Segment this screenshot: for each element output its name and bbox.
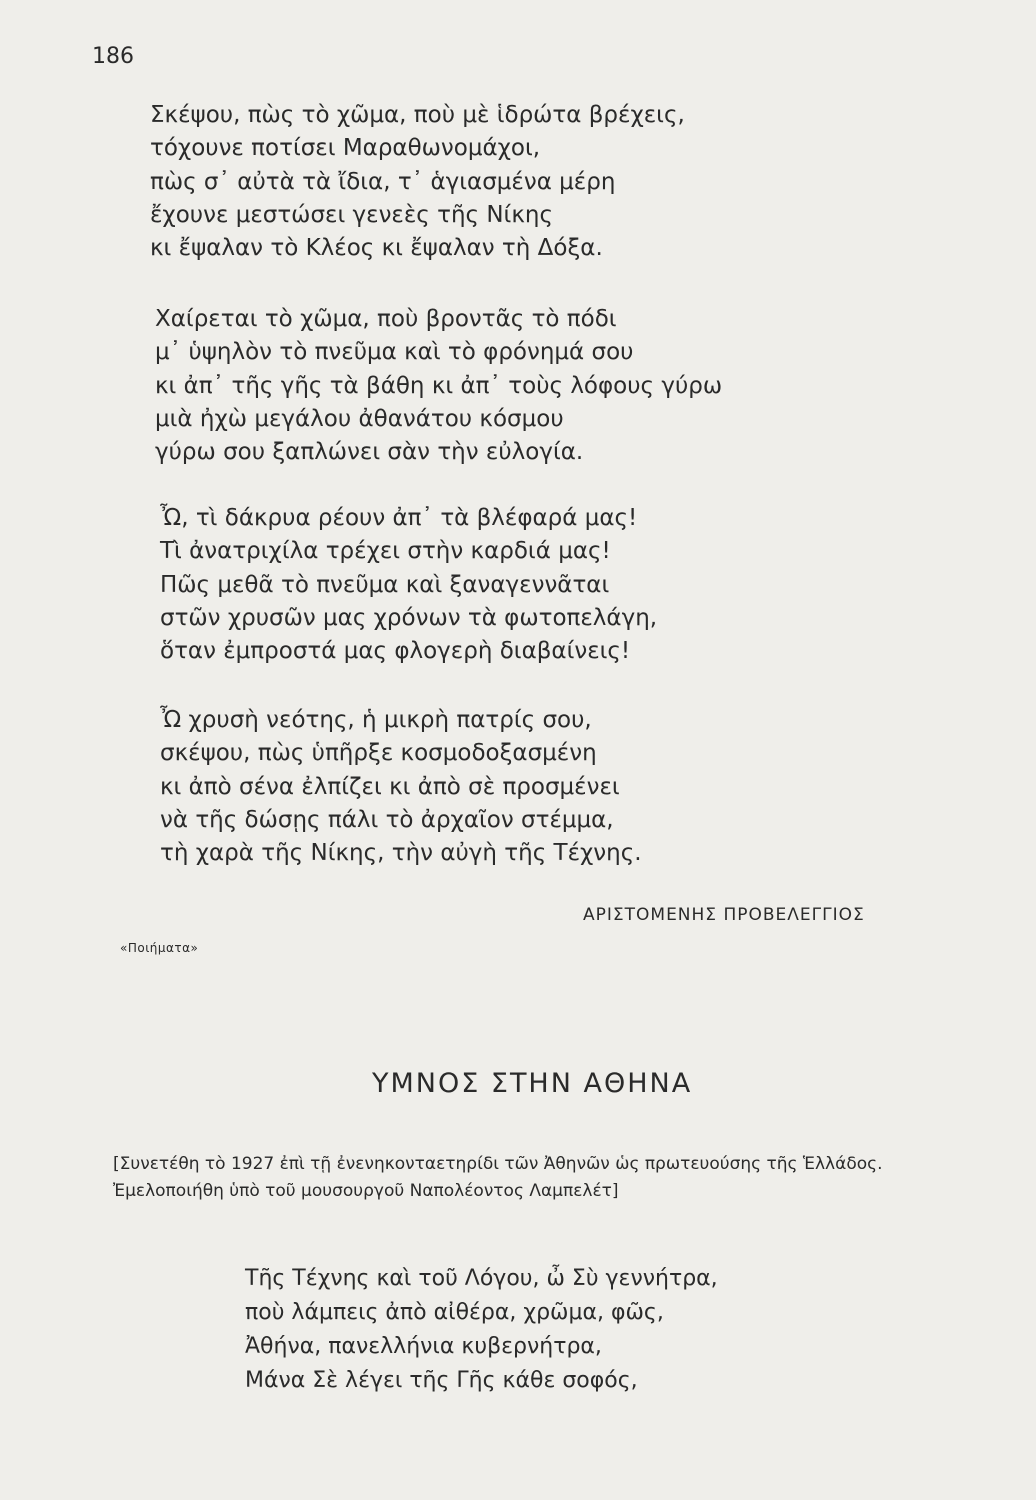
verse-line: πὼς σ᾿ αὐτὰ τὰ ἴδια, τ᾿ ἁγιασμένα μέρη (150, 168, 616, 195)
verse-line: Τὶ ἀνατριχίλα τρέχει στὴν καρδιά μας! (160, 538, 611, 565)
poem-title: ΥΜΝΟΣ ΣΤΗΝ ΑΘΗΝΑ (372, 1068, 693, 1099)
stanza-4 (160, 704, 642, 870)
verse-line: κι ἀπ᾿ τῆς γῆς τὰ βάθη κι ἀπ᾿ τοὺς λόφους γύρω (155, 372, 723, 399)
source-citation: «Ποιήματα» (120, 941, 199, 955)
stanza-2 (155, 303, 722, 469)
verse-line: τόχουνε ποτίσει Μαραθωνομάχοι, (150, 135, 541, 162)
page-number: 186 (92, 44, 134, 69)
verse-line: νὰ τῆς δώσῃς πάλι τὸ ἀρχαῖον στέμμα, (160, 806, 614, 833)
verse-line: στῶν χρυσῶν μας χρόνων τὰ φωτοπελάγη, (160, 604, 658, 631)
verse-line: Πῶς μεθᾶ τὸ πνεῦμα καὶ ξαναγεννᾶται (160, 571, 610, 598)
verse-line: μιὰ ἠχὼ μεγάλου ἀθανάτου κόσμου (155, 405, 564, 432)
stanza-3 (160, 502, 657, 668)
verse-line: ὅταν ἐμπροστά μας φλογερὴ διαβαίνεις! (160, 638, 631, 665)
verse-line: κι ἔψαλαν τὸ Κλέος κι ἔψαλαν τὴ Δόξα. (150, 235, 603, 262)
verse-line: γύρω σου ξαπλώνει σὰν τὴν εὐλογία. (155, 439, 584, 466)
verse-line: Ἀθήνα, πανελλήνια κυβερνήτρα, (245, 1334, 602, 1359)
verse-line: Τῆς Τέχνης καὶ τοῦ Λόγου, ὦ Σὺ γεννήτρα, (245, 1266, 718, 1291)
verse-line: Σκέψου, πὼς τὸ χῶμα, ποὺ μὲ ἱδρώτα βρέχεις, (150, 102, 685, 128)
verse-line: ποὺ λάμπεις ἀπὸ αἰθέρα, χρῶμα, φῶς, (245, 1300, 664, 1325)
editorial-note: [Συνετέθη τὸ 1927 ἐπὶ τῇ ἐνενηκονταετηρίδι τῶν Ἀθηνῶν ὡς πρωτευούσης τῆς Ἑλλάδος. Ἐμελοποιήθη ὑπὸ τοῦ μουσουργοῦ Ναπολέοντος Λαμπελέτ] (113, 1154, 883, 1201)
verse-line: μ᾿ ὑψηλὸν τὸ πνεῦμα καὶ τὸ φρόνημά σου (155, 339, 634, 366)
author-name: ΑΡΙΣΤΟΜΕΝΗΣ ΠΡΟΒΕΛΕΓΓΙΟΣ (583, 905, 865, 925)
stanza-hymn (245, 1262, 718, 1398)
verse-line: Μάνα Σὲ λέγει τῆς Γῆς κάθε σοφός, (245, 1368, 638, 1393)
verse-line: σκέψου, πὼς ὑπῆρξε κοσμοδοξασμένη (160, 740, 597, 767)
verse-line: τὴ χαρὰ τῆς Νίκης, τὴν αὐγὴ τῆς Τέχνης. (160, 840, 642, 867)
verse-line: Ὦ, τὶ δάκρυα ρέουν ἀπ᾿ τὰ βλέφαρά μας! (160, 505, 638, 531)
verse-line: ἔχουνε μεστώσει γενεὲς τῆς Νίκης (150, 201, 553, 228)
verse-line: κι ἀπὸ σένα ἐλπίζει κι ἀπὸ σὲ προσμένει (160, 773, 620, 800)
verse-line: Ὦ χρυσὴ νεότης, ἡ μικρὴ πατρίς σου, (160, 707, 592, 733)
verse-line: Χαίρεται τὸ χῶμα, ποὺ βροντᾶς τὸ πόδι (155, 306, 617, 332)
stanza-1 (150, 99, 685, 265)
